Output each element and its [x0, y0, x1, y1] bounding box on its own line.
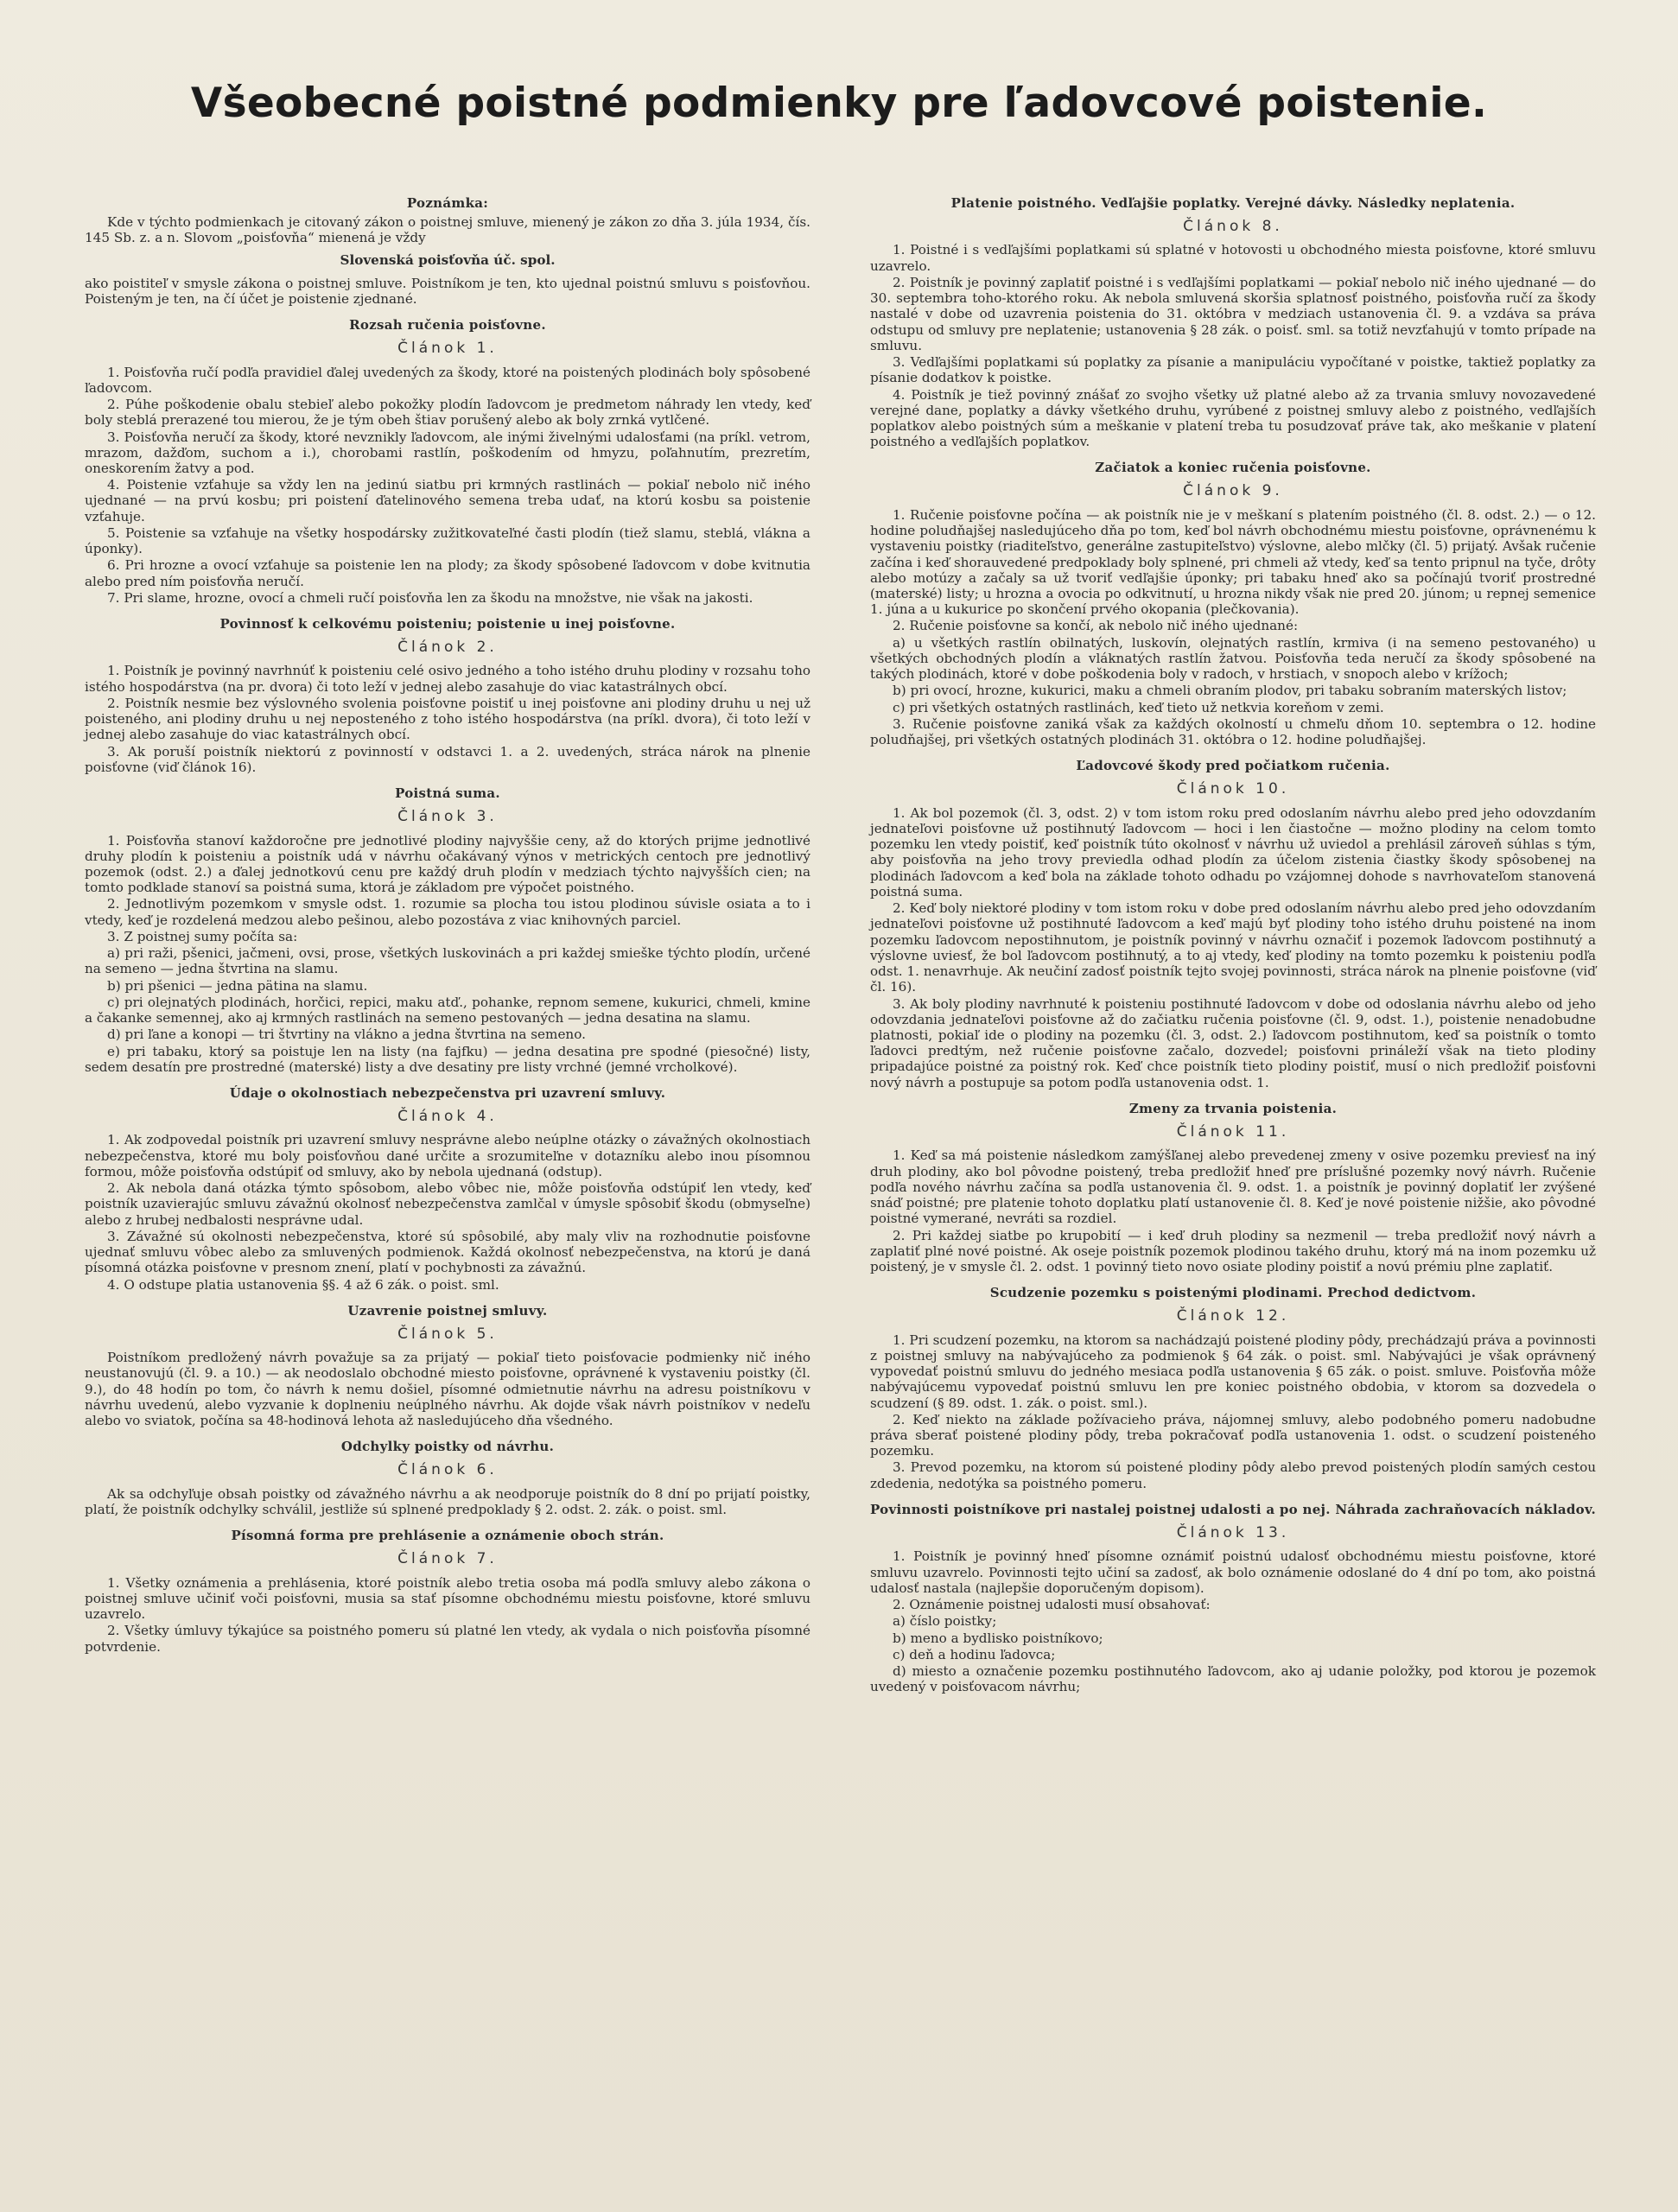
paragraph: 2. Poistník je povinný zaplatiť poistné i s vedľajšími poplatkami — pokiaľ nebolo nič iného ujednané — do 30. septembra toho-ktorého roku. Ak nebola smluvená skoršia splatnosť poistného, poisťovňa ručí za škody nastalé v dobe od uzavrenia poistenia do 31. októbra v medziach ustanovenia čl. 9. a vzdáva sa práva odstupu od smluvy pre neplatenie; ustanovenia § 28 zák. o poisť. sml. sa totiž nevzťahujú v tomto prípade na smluvu.	[870, 274, 1596, 353]
paragraph: 1. Ručenie poisťovne počína — ak poistník nie je v meškaní s platením poistného (čl. 8. odst. 2.) — o 12. hodine poludňajšej nasledujúceho dňa po tom, keď bol návrh obchodnému miestu poisťovne, oprávnenému k vystaveniu poistky (riaditeľstvo, generálne zastupiteľstvo) výslovne, alebo mlčky (čl. 5) prijatý. Avšak ručenie začína i keď shorauvedené predpoklady boly splnené, pri chmeli až vtedy, keď sa tento pripnul na tyče, drôty alebo motúzy a začaly sa už tvoriť vedľajšie úponky; pri tabaku hneď ako sa počínajú tvoriť prostredné (materské) listy; u hrozna a ovocia po odkvitnutí, u hrozna nikdy však nie pred 20. júnom; u repnej semenice 1. júna a u kukurice po skončení prvého okopania (plečkovania).	[870, 506, 1596, 618]
section-heading-1: Rozsah ručenia poisťovne.	[349, 317, 546, 334]
paragraph: 2. Pri každej siatbe po krupobití — i keď druh plodiny sa nezmenil — treba predložiť nový návrh a zaplatiť plné nové poistné. Ak oseje poistník pozemok plodinou takého druhu, ktorý má na inom pozemku už poistený, je v smysle čl. 2. odst. 1 povinný tieto novo osiate plodiny poistiť a novú prémiu plne zaplatiť.	[870, 1227, 1596, 1274]
paragraph: 4. Poistník je tiež povinný znášať zo svojho všetky už platné alebo až za trvania smluvy novozavedené verejné dane, poplatky a dávky všetkého druhu, vyrúbené z poistnej smluvy alebo z poistného, vedľajších poplatkov alebo poistných súm a meškanie v platení treba tu posudzovať práve tak, ako meškanie v platení poistného a vedľajších poplatkov.	[870, 386, 1596, 450]
paragraph: 1. Poisťovňa ručí podľa pravidiel ďalej uvedených za škody, ktoré na poistených plodinách boly spôsobené ľadovcom.	[85, 364, 810, 396]
section-heading-8: Platenie poistného. Vedľajšie poplatky. Verejné dávky. Následky neplatenia.	[950, 195, 1516, 211]
paragraph: b) meno a bydlisko poistníkovo;	[893, 1630, 1103, 1646]
article-1-body	[85, 365, 810, 607]
paragraph: 2. Keď boly niektoré plodiny v tom istom roku v dobe pred odoslaním návrhu alebo pred jeho odovzdaním jednateľovi poisťovne už postihnuté ľadovcom a keď majú byť plodiny toho istého druhu poistené na inom pozemku ľadovcom nepostihnutom, je poistník povinný v návrhu označiť i pozemok ľadovcom postihnutý a výslovne uviesť, že bol ľadovcom postihnutý, a to aj vtedy, keď plodiny na tomto pozemku k poisteniu podľa odst. 1. nenavrhuje. Ak neučiní zadosť poistník tejto svojej povinnosti, stráca nárok na plnenie poisťovne (viď čl. 16).	[870, 900, 1596, 995]
paragraph: 6. Pri hrozne a ovocí vzťahuje sa poistenie len na plody; za škody spôsobené ľadovcom v dobe kvitnutia alebo pred ním poisťovňa neručí.	[85, 557, 810, 589]
section-heading-7: Písomná forma pre prehlásenie a oznámenie oboch strán.	[231, 1528, 664, 1544]
paragraph: 1. Ak bol pozemok (čl. 3, odst. 2) v tom istom roku pred odoslaním návrhu alebo pred jeho odovzdaním jednateľovi poisťovne už postihnutý ľadovcom — hoci i len čiastočne — možno plodiny na celom tomto pozemku len vtedy poistiť, keď poistník túto okolnosť v návrhu už uviedol a prehlásil zároveň súhlas s tým, aby poisťovňa na jeho trovy previedla odhad plodín za účelom zistenia čiastky škody spôsobenej na plodinách ľadovcom a keď bola na základe tohoto odhadu po vzájomnej dohode s navrhovateľom stanovená poistná suma.	[870, 804, 1596, 899]
paragraph: 3. Prevod pozemku, na ktorom sú poistené plodiny pôdy alebo prevod poistených plodín samých cestou zdedenia, nedotýka sa poistného pomeru.	[870, 1459, 1596, 1491]
section-heading-12: Scudzenie pozemku s poistenými plodinami. Prechod dedictvom.	[989, 1285, 1477, 1301]
article-heading-13: Článok 13.	[1176, 1523, 1290, 1541]
paragraph: 2. Oznámenie poistnej udalosti musí obsahovať:	[893, 1597, 1211, 1613]
article-11-body	[870, 1147, 1596, 1274]
document-title: Všeobecné poistné podmienky pre ľadovcové poistenie.	[190, 79, 1488, 127]
section-heading-6: Odchylky poistky od návrhu.	[340, 1439, 555, 1455]
paragraph: 3. Ručenie poisťovne zaniká však za každých okolností u chmeľu dňom 10. septembra o 12. hodine poludňajšej, pri všetkých ostatných plodinách 31. októbra o 12. hodine poludňajšej.	[870, 715, 1596, 748]
section-heading-2: Povinnosť k celkovému poisteniu; poistenie u inej poisťovne.	[219, 616, 676, 632]
paragraph: 3. Ak boly plodiny navrhnuté k poisteniu postihnuté ľadovcom v dobe od odoslania návrhu alebo od jeho odovzdania jednateľovi poisťovne až do začiatku ručenia poisťovne (čl. 9, odst. 1.), poistenie nenadobudne platnosti, pokiaľ ide o plodiny na pozemku (čl. 3, odst. 2.) ľadovcom postihnutom, keď sa poistník o tomto ľadovci predtým, než ručenie poisťovne začalo, dozvedel; poisťovni prináleží však na tieto plodiny pripadajúce poistné za poistný rok. Keď chce poistník tieto plodiny poistiť, musí o nich predložiť poisťovni nový návrh a postupuje sa potom podľa ustanovenia odst. 1.	[870, 995, 1596, 1090]
paragraph: Ak sa odchyľuje obsah poistky od závažného návrhu a ak neodporuje poistník do 8 dní po prijatí poistky, platí, že poistník odchylky schválil, jestliže sú splnené predpoklady § 2. odst. 2. zák. o poist. sml.	[85, 1485, 810, 1517]
paragraph: 7. Pri slame, hrozne, ovocí a chmeli ručí poisťovňa len za škodu na množstve, nie však na jakosti.	[107, 589, 753, 606]
article-2-body	[85, 663, 810, 775]
paragraph: 1. Poistné i s vedľajšími poplatkami sú splatné v hotovosti u obchodného miesta poisťovne, ktoré smluvu uzavrelo.	[870, 242, 1596, 274]
article-12-body	[870, 1332, 1596, 1491]
paragraph: 3. Vedľajšími poplatkami sú poplatky za písanie a manipuláciu vypočítané v poistke, taktiež poplatky za písanie dodatkov k poistke.	[870, 354, 1596, 386]
note-paragraph-2: ako poistiteľ v smysle zákona o poistnej smluve. Poistníkom je ten, kto ujednal poistnú smluvu s poisťovňou. Poisteným je ten, na čí účet je poistenie zjednané.	[85, 275, 810, 307]
article-heading-10: Článok 10.	[1176, 780, 1290, 798]
section-heading-3: Poistná suma.	[395, 785, 500, 802]
paragraph: 4. O odstupe platia ustanovenia §§. 4 až 6 zák. o poist. sml.	[107, 1276, 499, 1293]
paragraph: Poistníkom predložený návrh považuje sa za prijatý — pokiaľ tieto poisťovacie podmienky nič iného neustanovujú (čl. 9. a 10.) — ak neodoslalo obchodné miesto poisťovne, oprávnené k vystaveniu poistky (čl. 9.), do 48 hodín po tom, čo návrh k nemu došiel, písomné odmietnutie návrhu na adresu poistníkovu v návrhu uvedenú, alebo vyzvanie k doplneniu neúplného návrhu. Ak dojde však návrh poistníkov v nedeľu alebo vo sviatok, počína sa 48-hodinová lehota až nasledujúceho dňa všedného.	[85, 1350, 810, 1429]
paragraph: d) miesto a označenie pozemku postihnutého ľadovcom, ako aj udanie položky, pod ktorou je pozemok uvedený v poisťovacom návrhu;	[870, 1662, 1596, 1695]
paragraph: e) pri tabaku, ktorý sa poistuje len na listy (na fajfku) — jedna desatina pre spodné (piesočné) listy, sedem desatín pre prostredné (materské) listy a dve desatiny pre listy vrchné (jemné vrcholkové).	[85, 1043, 810, 1075]
section-heading-13: Povinnosti poistníkove pri nastalej poistnej udalosti a po nej. Náhrada zachraňovacích nákladov.	[870, 1501, 1597, 1517]
paragraph: 1. Poistník je povinný navrhnúť k poisteniu celé osivo jedného a toho istého druhu plodiny v rozsahu toho istého hospodárstva (na pr. dvora) či toto leží v jednej alebo zasahuje do viac katastrálnych obcí.	[85, 663, 810, 695]
paragraph: d) pri ľane a konopi — tri štvrtiny na vlákno a jedna štvrtina na semeno.	[107, 1027, 586, 1043]
article-heading-6: Článok 6.	[397, 1461, 498, 1479]
left-column	[85, 185, 810, 1656]
paragraph: 3. Poisťovňa neručí za škody, ktoré nevznikly ľadovcom, ale inými živelnými udalosťami (na príkl. vetrom, mrazom, dažďom, suchom a i.), chorobami rastlín, poškodením od hmyzu, poľahnutím, prezretím, oneskorením žatvy a pod.	[85, 429, 810, 476]
paragraph: 4. Poistenie vzťahuje sa vždy len na jedinú siatbu pri krmných rastlinách — pokiaľ nebolo nič iného ujednané — na prvú kosbu; pri poistení ďatelinového semena treba udať, na ktorú kosbu sa poistenie vzťahuje.	[85, 477, 810, 524]
paragraph: 1. Všetky oznámenia a prehlásenia, ktoré poistník alebo tretia osoba má podľa smluvy alebo zákona o poistnej smluve učiniť voči poisťovni, musia sa stať písomne obchodnému miestu poisťovne, ktoré smluvu uzavrelo.	[85, 1574, 810, 1623]
paragraph: 1. Keď sa má poistenie následkom zamýšľanej alebo prevedenej zmeny v osive pozemku previesť na iný druh plodiny, ako bol pôvodne poistený, treba predložiť hneď pre príslušné pozemky nový návrh. Ručenie podľa nového návrhu začína sa podľa ustanovenia čl. 9. odst. 1. a poistník je povinný doplatiť ler zvýšené snáď poistné; pre platenie tohoto doplatku platí ustanovenie čl. 8. Keď je nové poistenie nižšie, ako pôvodné poistné vymerané, nevráti sa rozdiel.	[870, 1147, 1596, 1227]
paragraph: 2. Keď niekto na základe požívacieho práva, nájomnej smluvy, alebo podobného pomeru nadobudne práva sberať poistené plodiny pôdy, treba pokračovať podľa ustanovenia 1. odst. o scudzení poisteného pozemku.	[870, 1411, 1596, 1459]
company-name: Slovenská poisťovňa úč. spol.	[340, 252, 556, 269]
paragraph: c) pri všetkých ostatných rastlinách, keď tieto už netkvia koreňom v zemi.	[893, 699, 1384, 715]
paragraph: c) deň a hodinu ľadovca;	[893, 1646, 1056, 1662]
article-heading-4: Článok 4.	[397, 1108, 498, 1126]
section-heading-10: Ľadovcové škody pred počiatkom ručenia.	[1076, 758, 1390, 774]
section-heading-5: Uzavrenie poistnej smluvy.	[347, 1302, 548, 1319]
article-heading-12: Článok 12.	[1176, 1307, 1290, 1325]
note-paragraph: Kde v týchto podmienkach je citovaný zákon o poistnej smluve, mienený je zákon zo dňa 3. júla 1934, čís. 145 Sb. z. a n. Slovom „poisťovňa“ mienená je vždy	[85, 214, 810, 246]
article-8-body	[870, 242, 1596, 449]
paragraph: c) pri olejnatých plodinách, horčici, repici, maku atď., pohanke, repnom semene, kukurici, chmeli, kmine a čakanke semennej, ako aj krmných rastlinách na semeno pestovaných — jedna desatina na slamu.	[85, 994, 810, 1027]
paragraph: a) u všetkých rastlín obilnatých, luskovín, olejnatých rastlín, krmiva (i na semeno pestovaného) u všetkých obchodných plodín a vláknatých rastlín žatvou. Poisťovňa teda neručí za škody spôsobené na takých plodinách, ktoré v dobe poškodenia boly v radoch, v hrstiach, v snopoch alebo v krížoch;	[870, 634, 1596, 683]
paragraph: 1. Poistník je povinný hneď písomne oznámiť poistnú udalosť obchodnému miestu poisťovne, ktoré smluvu uzavrelo. Povinnosti tejto učiní sa zadosť, ak bolo oznámenie odoslané do 4 dní po tom, ako poistná udalosť nastala (najlepšie doporučeným dopisom).	[870, 1548, 1596, 1596]
right-column	[870, 185, 1596, 1695]
paragraph: 2. Púhe poškodenie obalu stebieľ alebo pokožky plodín ľadovcom je predmetom náhrady len vtedy, keď boly steblá prerazené tou mierou, že je tým obeh štiav porušený alebo ak boly zrnká vytlčené.	[85, 397, 810, 429]
paragraph: a) číslo poistky;	[893, 1613, 997, 1630]
article-4-body	[85, 1132, 810, 1292]
paragraph: 2. Jednotlivým pozemkom v smysle odst. 1. rozumie sa plocha tou istou plodinou súvisle osiata a to i vtedy, keď je rozdelená medzou alebo pešinou, alebo pozostáva z viac knihovných parciel.	[85, 896, 810, 928]
section-heading-11: Zmeny za trvania poistenia.	[1128, 1100, 1338, 1116]
paragraph: 1. Pri scudzení pozemku, na ktorom sa nachádzajú poistené plodiny pôdy, prechádzajú práva a povinnosti z poistnej smluvy na nabývajúceho za podmienok § 64 zák. o poist. sml. Nabývajúci je však oprávnený vypovedať poistnú smluvu do jedného mesiaca podľa ustanovenia § 65 zák. o poist. smluve. Poisťovňa môže nabývajúcemu vypovedať poistnú smluvu len pre koniec poistného obdobia, v ktorom sa dozvedela o scudzení (§ 89. odst. 1. zák. o poist. sml.).	[870, 1332, 1596, 1411]
paragraph: b) pri pšenici — jedna pätina na slamu.	[107, 977, 368, 994]
paragraph: 3. Závažné sú okolnosti nebezpečenstva, ktoré sú spôsobilé, aby maly vliv na rozhodnutie poisťovne ujednať smluvu vôbec alebo za smluvených podmienok. Každá okolnosť nebezpečenstva, na ktorú je daná písomná otázka poisťovne v presnom znení, platí v pochybnosti za závažnú.	[85, 1228, 810, 1276]
article-heading-2: Článok 2.	[397, 639, 498, 657]
article-heading-3: Článok 3.	[397, 808, 498, 826]
paragraph: 5. Poistenie sa vzťahuje na všetky hospodársky zužitkovateľné časti plodín (tiež slamu, steblá, vlákna a úponky).	[85, 524, 810, 557]
paragraph: 2. Ak nebola daná otázka týmto spôsobom, alebo vôbec nie, môže poisťovňa odstúpiť len vtedy, keď poistník uzavierajúc smluvu závažnú okolnosť nebezpečenstva zamlčal v úmysle spôsobiť škodu (obmyseľne) alebo z hrubej nedbalosti nesprávne udal.	[85, 1180, 810, 1228]
article-heading-5: Článok 5.	[397, 1325, 498, 1343]
article-3-body	[85, 833, 810, 1076]
section-heading-4: Údaje o okolnostiach nebezpečenstva pri uzavrení smluvy.	[229, 1085, 666, 1102]
paragraph: a) pri raži, pšenici, jačmeni, ovsi, prose, všetkých luskovinách a pri každej smieške týchto plodín, určené na semeno — jedna štvrtina na slamu.	[85, 945, 810, 977]
section-heading-9: Začiatok a koniec ručenia poisťovne.	[1095, 460, 1371, 476]
article-13-body	[870, 1548, 1596, 1694]
article-heading-1: Článok 1.	[397, 340, 498, 358]
article-heading-8: Článok 8.	[1183, 218, 1283, 235]
paragraph: 2. Poistník nesmie bez výslovného svolenia poisťovne poistiť u inej poisťovne ani plodiny druhu u nej už poisteného, ani plodiny druhu u nej neposteného z toho istého hospodárstva (na príkl. dvora), či toto leží v jednej alebo zasahuje do viac katastrálnych obcí.	[85, 695, 810, 743]
paragraph: 3. Ak poruší poistník niektorú z povinností v odstavci 1. a 2. uvedených, stráca nárok na plnenie poisťovne (viď článok 16).	[85, 743, 810, 775]
note-heading: Poznámka:	[406, 195, 489, 211]
paragraph: 2. Ručenie poisťovne sa končí, ak nebolo nič iného ujednané:	[893, 618, 1299, 634]
article-heading-7: Článok 7.	[397, 1550, 498, 1568]
article-heading-9: Článok 9.	[1183, 482, 1283, 500]
article-10-body	[870, 805, 1596, 1090]
article-heading-11: Článok 11.	[1176, 1122, 1290, 1141]
paragraph: 1. Ak zodpovedal poistník pri uzavrení smluvy nesprávne alebo neúplne otázky o závažných okolnostiach nebezpečenstva, ktoré mu boly poisťovňou dané určite a srozumiteľne v dotazníku alebo inou písomnou formou, môže poisťovňa odstúpiť od smluvy, ako by nebola ujednaná (odstup).	[85, 1132, 810, 1179]
article-9-body	[870, 507, 1596, 748]
paragraph: 2. Všetky úmluvy týkajúce sa poistného pomeru sú platné len vtedy, ak vydala o nich poisťovňa písomné potvrdenie.	[85, 1623, 810, 1655]
paragraph: 3. Z poistnej sumy počíta sa:	[107, 928, 298, 944]
paragraph: b) pri ovocí, hrozne, kukurici, maku a chmeli obraním plodov, pri tabaku sobraním materských listov;	[893, 683, 1567, 699]
paragraph: 1. Poisťovňa stanoví každoročne pre jednotlivé plodiny najvyššie ceny, až do ktorých prijme jednotlivé druhy plodín k poisteniu a poistník udá v návrhu očakávaný výnos v metrických centoch pre jednotlivý pozemok (odst. 2.) a ďalej jednotkovú cenu pre každý druh plodín v medziach týchto najvyšších cien; na tomto podklade stanoví sa poistná suma, ktorá je základom pre výpočet poistného.	[85, 832, 810, 896]
